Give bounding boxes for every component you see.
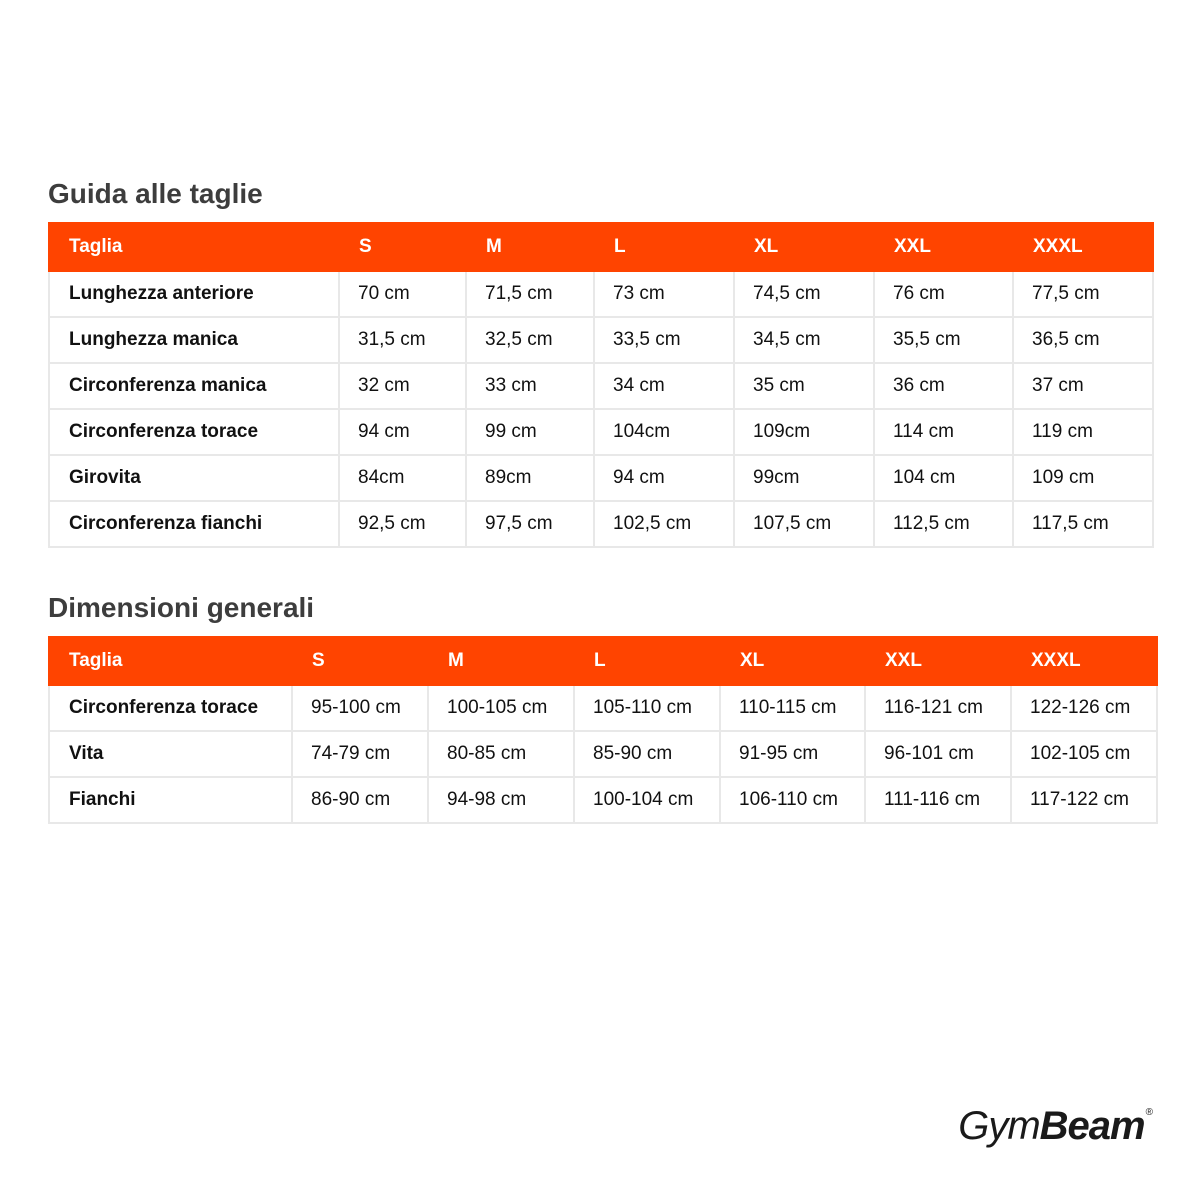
table-cell: 89cm bbox=[466, 455, 594, 501]
size-guide-title: Guida alle taglie bbox=[48, 178, 263, 209]
table-cell: 71,5 cm bbox=[466, 271, 594, 317]
table-cell: 85-90 cm bbox=[574, 731, 720, 777]
table-cell: 80-85 cm bbox=[428, 731, 574, 777]
registered-mark: ® bbox=[1145, 1107, 1152, 1118]
table-cell: 102-105 cm bbox=[1011, 731, 1157, 777]
size-guide-header-row bbox=[49, 223, 1153, 271]
table-cell: 34 cm bbox=[594, 363, 734, 409]
row-label: Circonferenza torace bbox=[49, 685, 292, 731]
table-row bbox=[49, 271, 1153, 317]
row-label: Circonferenza fianchi bbox=[49, 501, 339, 547]
table-cell: 99cm bbox=[734, 455, 874, 501]
table-cell: 109 cm bbox=[1013, 455, 1153, 501]
header-cell-xl: XL bbox=[720, 637, 865, 685]
header-cell-xl: XL bbox=[734, 223, 874, 271]
table-cell: 116-121 cm bbox=[865, 685, 1011, 731]
table-cell: 104cm bbox=[594, 409, 734, 455]
general-dimensions-header-row bbox=[49, 637, 1157, 685]
table-row bbox=[49, 731, 1157, 777]
table-cell: 110-115 cm bbox=[720, 685, 865, 731]
table-cell: 74,5 cm bbox=[734, 271, 874, 317]
row-label: Vita bbox=[49, 731, 292, 777]
header-cell-taglia: Taglia bbox=[49, 223, 339, 271]
table-cell: 94 cm bbox=[339, 409, 466, 455]
header-cell-s: S bbox=[339, 223, 466, 271]
table-cell: 32,5 cm bbox=[466, 317, 594, 363]
table-cell: 73 cm bbox=[594, 271, 734, 317]
table-cell: 92,5 cm bbox=[339, 501, 466, 547]
gymbeam-logo bbox=[958, 1106, 1152, 1146]
table-cell: 99 cm bbox=[466, 409, 594, 455]
table-cell: 109cm bbox=[734, 409, 874, 455]
table-cell: 106-110 cm bbox=[720, 777, 865, 823]
row-label: Fianchi bbox=[49, 777, 292, 823]
table-cell: 102,5 cm bbox=[594, 501, 734, 547]
general-dimensions-table bbox=[48, 636, 1158, 824]
table-cell: 33,5 cm bbox=[594, 317, 734, 363]
header-cell-xxxl: XXXL bbox=[1013, 223, 1153, 271]
table-row bbox=[49, 409, 1153, 455]
table-row bbox=[49, 455, 1153, 501]
table-row bbox=[49, 501, 1153, 547]
header-cell-xxxl: XXXL bbox=[1011, 637, 1157, 685]
size-guide-table bbox=[48, 222, 1154, 548]
table-cell: 117-122 cm bbox=[1011, 777, 1157, 823]
header-cell-xxl: XXL bbox=[865, 637, 1011, 685]
header-cell-m: M bbox=[466, 223, 594, 271]
table-cell: 76 cm bbox=[874, 271, 1013, 317]
table-cell: 122-126 cm bbox=[1011, 685, 1157, 731]
row-label: Girovita bbox=[49, 455, 339, 501]
row-label: Circonferenza torace bbox=[49, 409, 339, 455]
table-cell: 94-98 cm bbox=[428, 777, 574, 823]
table-cell: 119 cm bbox=[1013, 409, 1153, 455]
table-cell: 74-79 cm bbox=[292, 731, 428, 777]
table-cell: 32 cm bbox=[339, 363, 466, 409]
table-cell: 91-95 cm bbox=[720, 731, 865, 777]
table-row bbox=[49, 777, 1157, 823]
row-label: Lunghezza manica bbox=[49, 317, 339, 363]
logo-text-beam: Beam bbox=[1039, 1104, 1145, 1148]
header-cell-m: M bbox=[428, 637, 574, 685]
table-cell: 34,5 cm bbox=[734, 317, 874, 363]
table-cell: 107,5 cm bbox=[734, 501, 874, 547]
row-label: Lunghezza anteriore bbox=[49, 271, 339, 317]
table-cell: 33 cm bbox=[466, 363, 594, 409]
table-cell: 94 cm bbox=[594, 455, 734, 501]
table-cell: 70 cm bbox=[339, 271, 466, 317]
header-cell-l: L bbox=[594, 223, 734, 271]
table-cell: 114 cm bbox=[874, 409, 1013, 455]
header-cell-taglia: Taglia bbox=[49, 637, 292, 685]
table-row bbox=[49, 363, 1153, 409]
table-row bbox=[49, 685, 1157, 731]
table-cell: 97,5 cm bbox=[466, 501, 594, 547]
header-cell-xxl: XXL bbox=[874, 223, 1013, 271]
table-cell: 35,5 cm bbox=[874, 317, 1013, 363]
header-cell-s: S bbox=[292, 637, 428, 685]
table-cell: 95-100 cm bbox=[292, 685, 428, 731]
table-cell: 86-90 cm bbox=[292, 777, 428, 823]
general-dimensions-title: Dimensioni generali bbox=[48, 592, 315, 623]
table-cell: 36 cm bbox=[874, 363, 1013, 409]
table-cell: 105-110 cm bbox=[574, 685, 720, 731]
table-row bbox=[49, 317, 1153, 363]
table-cell: 77,5 cm bbox=[1013, 271, 1153, 317]
table-cell: 100-104 cm bbox=[574, 777, 720, 823]
table-cell: 96-101 cm bbox=[865, 731, 1011, 777]
table-cell: 37 cm bbox=[1013, 363, 1153, 409]
table-cell: 111-116 cm bbox=[865, 777, 1011, 823]
table-cell: 117,5 cm bbox=[1013, 501, 1153, 547]
table-cell: 36,5 cm bbox=[1013, 317, 1153, 363]
table-cell: 112,5 cm bbox=[874, 501, 1013, 547]
table-cell: 100-105 cm bbox=[428, 685, 574, 731]
table-cell: 31,5 cm bbox=[339, 317, 466, 363]
table-cell: 84cm bbox=[339, 455, 466, 501]
table-cell: 35 cm bbox=[734, 363, 874, 409]
table-cell: 104 cm bbox=[874, 455, 1013, 501]
header-cell-l: L bbox=[574, 637, 720, 685]
logo-text-gym: Gym bbox=[958, 1104, 1040, 1148]
row-label: Circonferenza manica bbox=[49, 363, 339, 409]
